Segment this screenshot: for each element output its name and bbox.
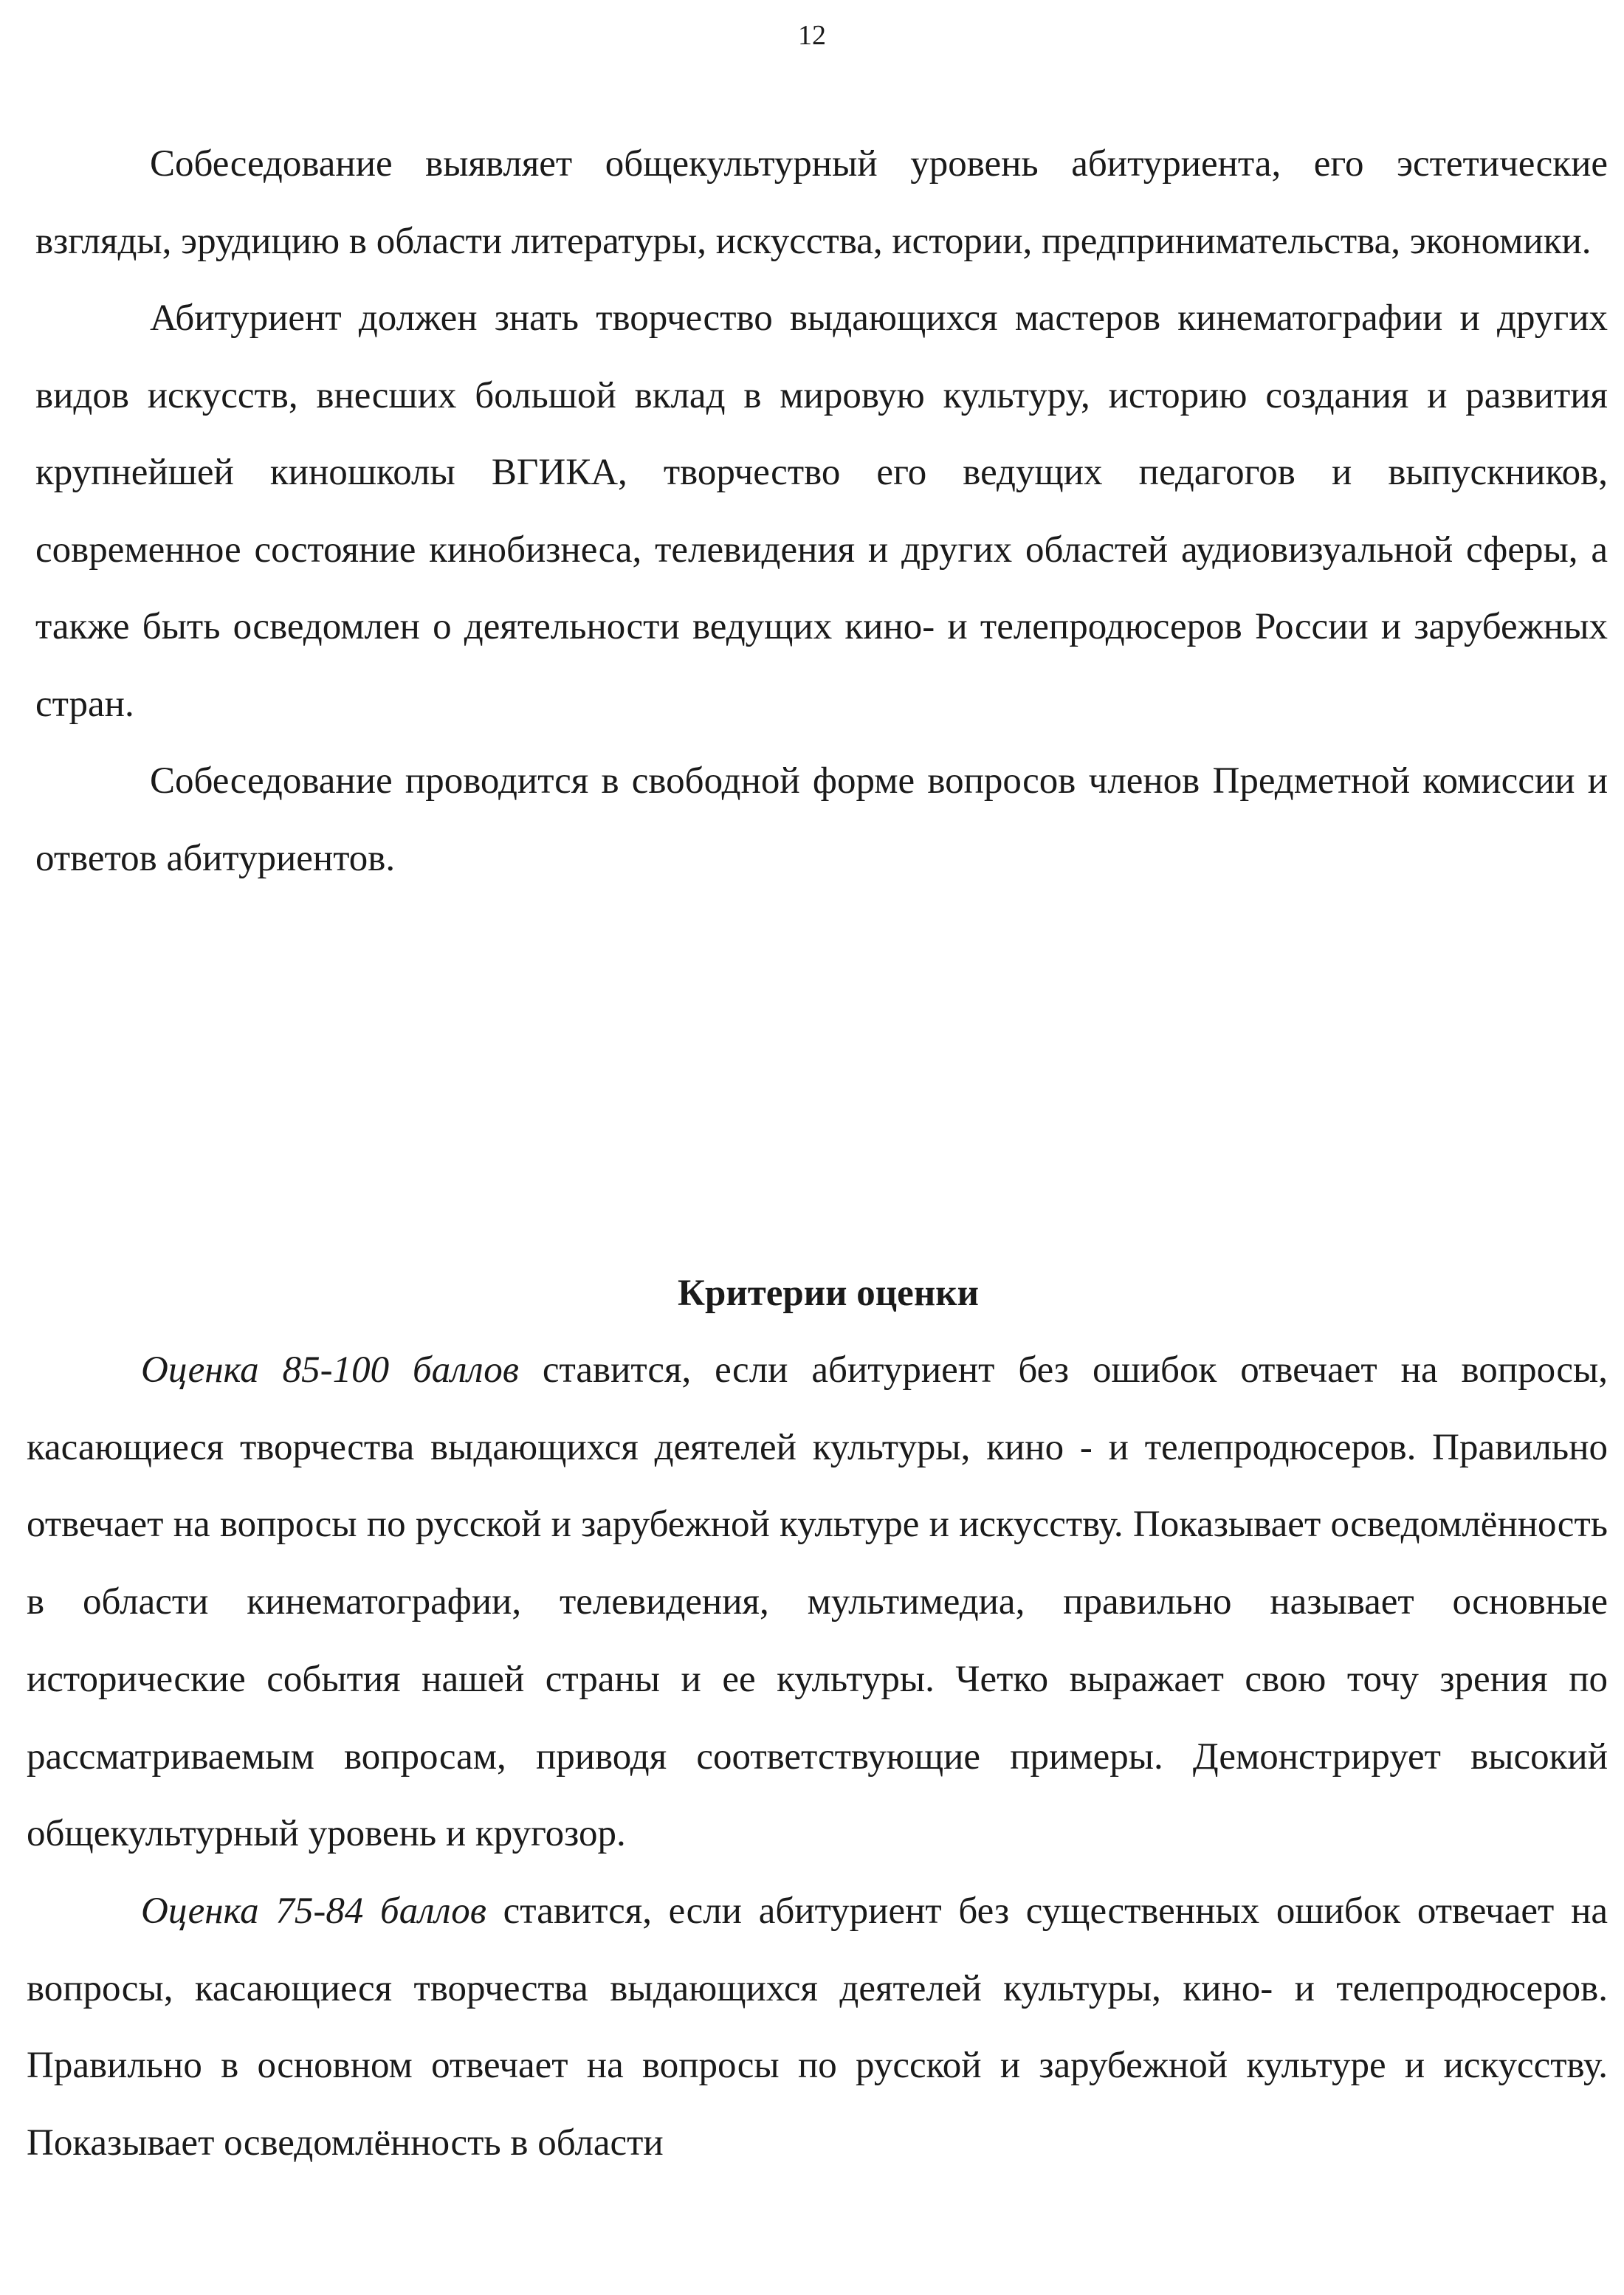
criterion-text: ставится, если абитуриент без существенных ошибок отвечает на вопросы, касающиеся творчества выдающихся деятелей культуры, кино- и телепродюсеров. Правильно в основном отвечает на вопросы по русской и зарубежной культуре и искусству. Показывает осведомлённость в области [27, 1890, 1608, 2164]
criteria-section [27, 1255, 1608, 2182]
paragraph-interview-format: Собеседование проводится в свободной форме вопросов членов Предметной комиссии и ответов абитуриентов. [35, 760, 1608, 879]
criterion-label: Оценка 75-84 баллов [141, 1890, 486, 1932]
paragraph-applicant-knowledge: Абитуриент должен знать творчество выдающихся мастеров кинематографии и других видов искусств, внесших большой вклад в мировую культуру, историю создания и развития крупнейшей киношколы ВГИКА, творчество его ведущих педагогов и выпускников, современное состояние кинобизнеса, телевидения и других областей аудиовизуальной сферы, а также быть осведомлен о деятельности ведущих кино- и телепродюсеров России и зарубежных стран. [35, 297, 1608, 725]
criterion-paragraph [27, 1332, 1608, 1873]
page-number: 12 [798, 20, 826, 51]
criteria-heading: Критерии оценки [678, 1273, 979, 1314]
criterion-label: Оценка 85-100 баллов [141, 1349, 519, 1391]
interview-section [35, 125, 1608, 897]
criterion-text: ставится, если абитуриент без ошибок отвечает на вопросы, касающиеся творчества выдающихся деятелей культуры, кино - и телепродюсеров. Правильно отвечает на вопросы по русской и зарубежной культуре и искусству. Показывает осведомлённость в области кинематографии, телевидения, мультимедиа, правильно называет основные исторические события нашей страны и ее культуры. Четко выражает свою точу зрения по рассматриваемым вопросам, приводя соответствующие примеры. Демонстрирует высокий общекультурный уровень и кругозор. [27, 1349, 1608, 1855]
paragraph-interview-purpose: Собеседование выявляет общекультурный уровень абитуриента, его эстетические взгляды, эрудицию в области литературы, искусства, истории, предпринимательства, экономики. [35, 143, 1608, 262]
criterion-paragraph [27, 1873, 1608, 2182]
